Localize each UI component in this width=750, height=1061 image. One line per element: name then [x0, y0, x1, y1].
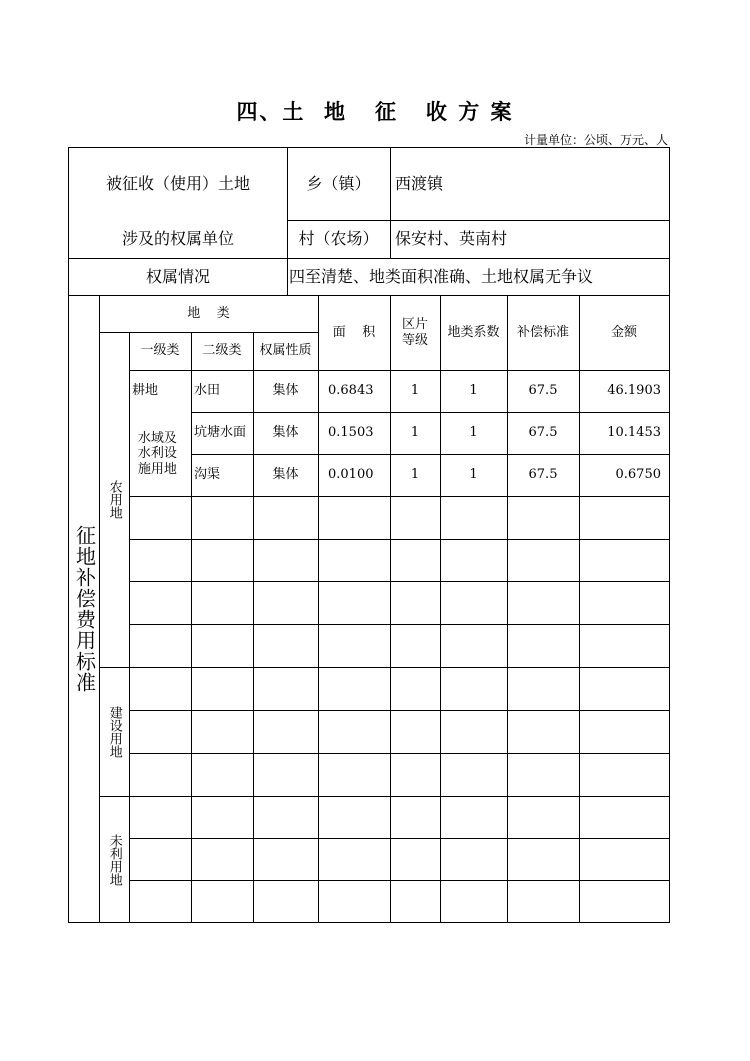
- row-zone-grade: 1: [410, 383, 420, 399]
- col-zone-grade: [390, 295, 440, 370]
- township-label: 乡（镇）: [306, 174, 371, 194]
- row-amount: 0.6750: [615, 467, 661, 483]
- ownership-value: 四至清楚、地类面积准确、土地权属无争议: [289, 266, 594, 286]
- village-value: 保安村、英南村: [395, 229, 508, 249]
- row-ownership: 集体: [272, 383, 299, 399]
- col-standard: 补偿标准: [516, 324, 569, 340]
- row-zone-grade: 1: [410, 467, 420, 483]
- row-amount: 10.1453: [607, 425, 661, 441]
- side-title: [69, 295, 99, 923]
- group-construction: [99, 667, 129, 796]
- col-amount: 金额: [610, 324, 637, 340]
- col-level1: 一级类: [140, 343, 180, 359]
- group-construction-text: 建设用地: [106, 705, 122, 758]
- row-coefficient: 1: [469, 425, 478, 441]
- row-level2: 坑塘水面: [194, 425, 247, 441]
- row-zone-grade: 1: [410, 425, 420, 441]
- row-level2: 沟渠: [194, 467, 221, 483]
- row-standard: 67.5: [528, 467, 558, 483]
- land-label-line2: 涉及的权属单位: [121, 229, 234, 249]
- cat-cultivated: 耕地: [132, 383, 159, 399]
- row-area: 0.6843: [328, 383, 374, 399]
- ownership-label: 权属情况: [145, 266, 210, 286]
- group-agri-text: 农用地: [106, 480, 122, 519]
- col-ownership: 权属性质: [259, 343, 312, 359]
- group-unused-text: 未利用地: [106, 833, 122, 886]
- col-area: 面 积: [332, 324, 376, 340]
- row-amount: 46.1903: [607, 383, 661, 399]
- col-zone-grade-text: 区片等级: [401, 316, 428, 348]
- side-title-text: 征地补偿费用标准: [72, 525, 97, 693]
- unit-note: 计量单位：公顷、万元、人: [523, 133, 668, 147]
- township-value: 西渡镇: [395, 174, 444, 194]
- row-area: 0.1503: [328, 425, 374, 441]
- land-type-header: 地 类: [187, 305, 230, 321]
- land-label-line1: 被征收（使用）土地: [105, 174, 250, 194]
- row-coefficient: 1: [469, 383, 478, 399]
- row-coefficient: 1: [469, 467, 478, 483]
- col-coefficient: 地类系数: [447, 324, 500, 340]
- page-title: 四、土 地 征 收 方 案: [236, 100, 514, 124]
- cat-water: [129, 412, 191, 496]
- row-standard: 67.5: [528, 425, 558, 441]
- col-level2: 二级类: [202, 343, 242, 359]
- group-agri: [99, 332, 129, 667]
- row-ownership: 集体: [272, 467, 299, 483]
- row-standard: 67.5: [528, 383, 558, 399]
- village-label: 村（农场）: [298, 229, 379, 249]
- row-ownership: 集体: [272, 425, 299, 441]
- cat-water-text: 水域及水利设施用地: [137, 430, 177, 477]
- group-unused: [99, 796, 129, 923]
- row-level2: 水田: [194, 383, 221, 399]
- row-area: 0.0100: [328, 467, 374, 483]
